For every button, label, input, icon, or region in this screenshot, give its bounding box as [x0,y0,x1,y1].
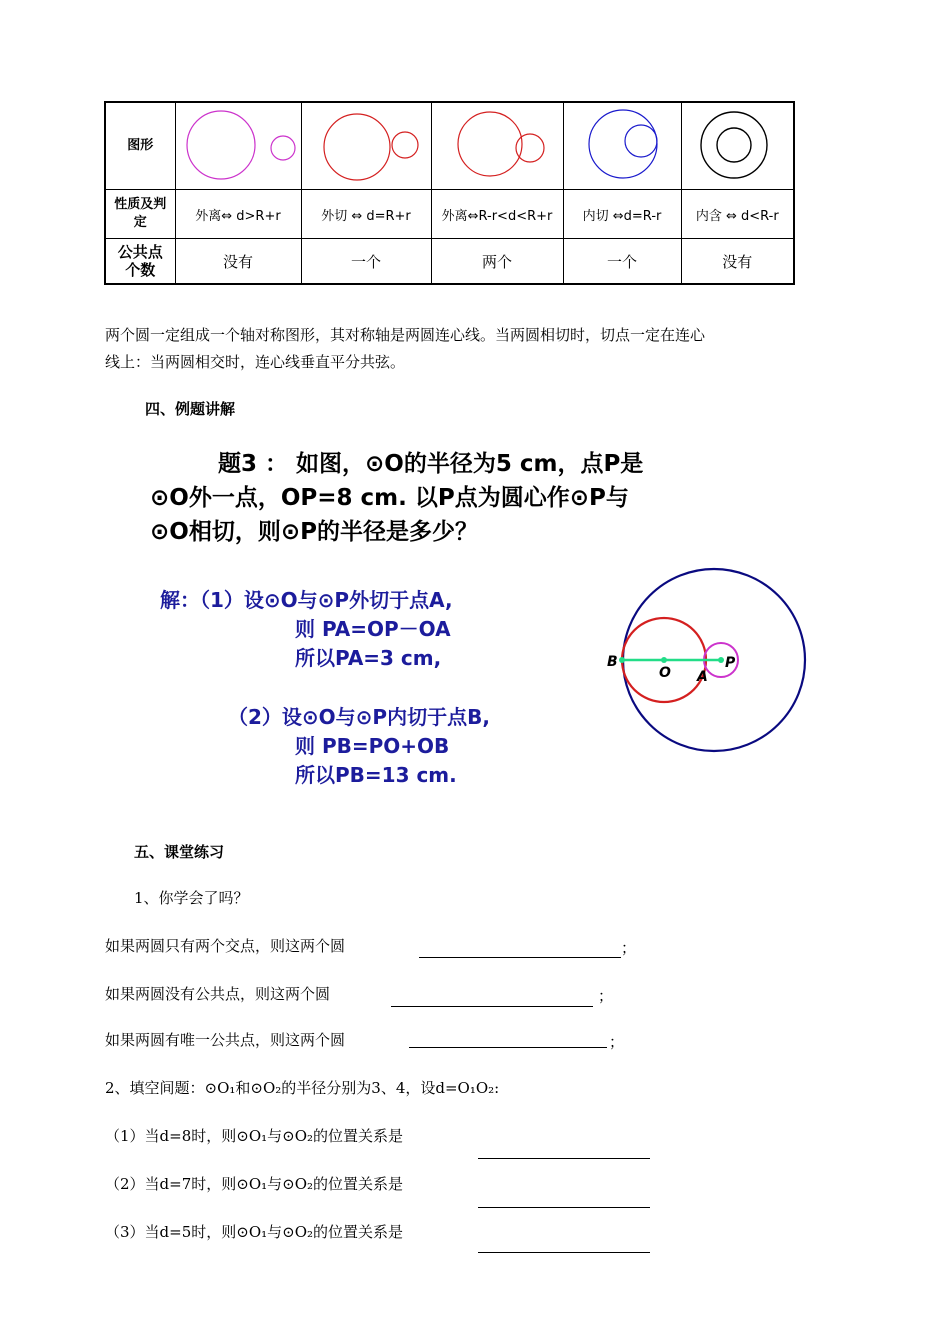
solution-line-5: 则 PB=PO+OB [295,734,450,758]
solution-part-1 [160,586,453,673]
solution-part-2 [228,703,490,790]
section-5-heading: 五、课堂练习 [134,843,225,861]
exercise-2-title: 2、填空间题：⊙O₁和⊙O₂的半径分别为3、4，设d=O₁O₂: [105,1079,500,1097]
label-p: P [725,655,736,671]
circle-relations-table [104,101,795,285]
semicolon-2: ； [598,987,614,1005]
figure-intersect [431,102,563,190]
figure-external-tangent [301,102,431,190]
answer-blank-5[interactable] [478,1207,650,1208]
count-separate: 没有 [175,239,301,285]
point-p-dot [718,657,724,663]
property-intersect: 外离⇔R-r<d<R+r [431,190,563,239]
solution-line-2: 则 PA=OP－OA [295,617,451,641]
exercise-1-q3: 如果两圆有唯一公共点，则这两个圆 [105,1031,346,1049]
count-external-tangent: 一个 [301,239,431,285]
answer-blank-2[interactable] [391,1006,593,1007]
semicolon-3: ； [609,1033,625,1051]
label-b: B [607,654,618,670]
row-header-figure: 图形 [105,102,175,190]
solution-line-4: （2）设⊙O与⊙P内切于点B, [228,705,490,729]
note-paragraph [105,322,705,376]
exercise-1-q1: 如果两圆只有两个交点，则这两个圆 [105,937,346,955]
figure-internal-tangent [563,102,681,190]
property-separate: 外离⇔ d>R+r [175,190,301,239]
label-a: A [697,669,708,685]
exercise-2-q3: （3）当d=5时，则⊙O₁与⊙O₂的位置关系是 [105,1223,404,1241]
answer-blank-4[interactable] [478,1158,650,1159]
row-header-count: 公共点个数 [105,239,175,285]
solution-line-1: 解：（1）设⊙O与⊙P外切于点A, [160,588,453,612]
exercise-1-title: 1、你学会了吗？ [134,889,249,907]
figure-contain [681,102,794,190]
label-o: O [659,665,671,681]
point-o-dot [661,657,667,663]
exercise-2-q1: （1）当d=8时，则⊙O₁与⊙O₂的位置关系是 [105,1127,404,1145]
tangent-circles-figure [600,565,820,755]
semicolon-1: ； [621,939,637,957]
problem-line-3: ⊙O相切，则⊙P的半径是多少？ [150,519,478,545]
exercise-2-q2: （2）当d=7时，则⊙O₁与⊙O₂的位置关系是 [105,1175,404,1193]
problem-text [150,447,643,549]
point-b-dot [619,657,625,663]
property-contain: 内含 ⇔ d<R-r [681,190,794,239]
note-line-1: 两个圆一定组成一个轴对称图形，其对称轴是两圆连心线。当两圆相切时，切点一定在连心 [105,326,706,344]
answer-blank-6[interactable] [478,1252,650,1253]
solution-line-6: 所以PB=13 cm. [295,763,457,787]
property-internal-tangent: 内切 ⇔d=R-r [563,190,681,239]
count-intersect: 两个 [431,239,563,285]
solution-line-3: 所以PA=3 cm, [295,646,442,670]
figure-separate [175,102,301,190]
note-line-2: 线上：当两圆相交时，连心线垂直平分共弦。 [105,353,406,371]
count-internal-tangent: 一个 [563,239,681,285]
count-contain: 没有 [681,239,794,285]
section-4-heading: 四、例题讲解 [145,400,236,418]
problem-line-1: 题3 ： 如图，⊙O的半径为5 cm，点P是 [218,451,644,477]
row-header-property: 性质及判定 [105,190,175,239]
answer-blank-3[interactable] [409,1047,607,1048]
property-external-tangent: 外切 ⇔ d=R+r [301,190,431,239]
problem-line-2: ⊙O外一点，OP=8 cm. 以P点为圆心作⊙P与 [150,485,629,511]
answer-blank-1[interactable] [419,957,621,958]
exercise-1-q2: 如果两圆没有公共点，则这两个圆 [105,985,331,1003]
